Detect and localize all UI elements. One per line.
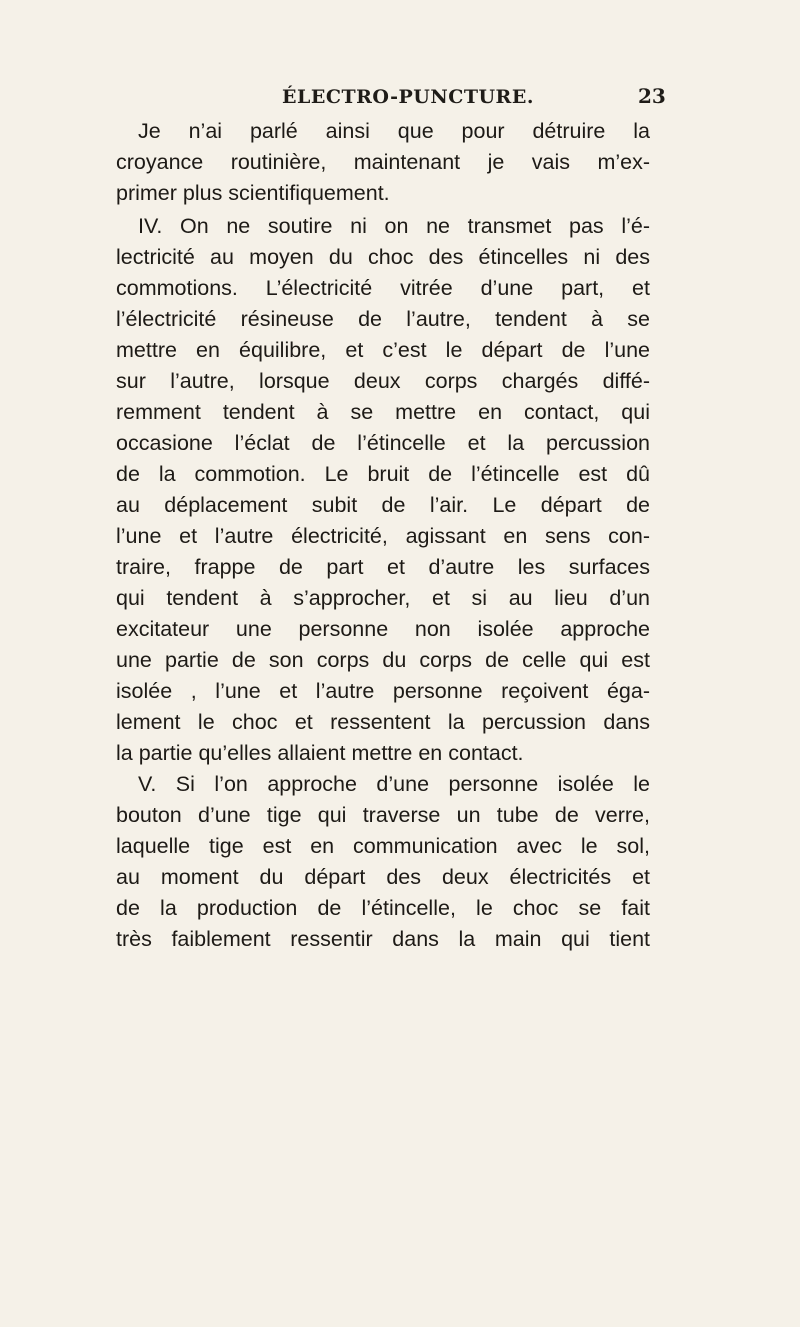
text-line: très faiblement ressentir dans la main qui tient [116, 927, 650, 951]
running-head: ÉLECTRO-PUNCTURE. [282, 86, 534, 108]
text-line: V. Si l’on approche d’une personne isolée le [138, 772, 650, 796]
text-line: primer plus scientifiquement. [116, 181, 390, 205]
text-line: de la commotion. Le bruit de l’étincelle est dû [116, 462, 650, 486]
text-line: la partie qu’elles allaient mettre en contact. [116, 741, 524, 765]
text-line: au moment du départ des deux électricités et [116, 865, 650, 889]
text-line: sur l’autre, lorsque deux corps chargés diffé- [116, 369, 650, 393]
text-line: Je n’ai parlé ainsi que pour détruire la [138, 119, 650, 143]
text-line: isolée , l’une et l’autre personne reçoivent éga- [116, 679, 650, 703]
page-number: 23 [638, 84, 666, 108]
text-line: l’électricité résineuse de l’autre, tendent à se [116, 307, 650, 331]
text-line: commotions. L’électricité vitrée d’une part, et [116, 276, 650, 300]
text-line: de la production de l’étincelle, le choc se fait [116, 896, 650, 920]
text-line: qui tendent à s’approcher, et si au lieu d’un [116, 586, 650, 610]
text-line: mettre en équilibre, et c’est le départ de l’une [116, 338, 650, 362]
text-line: remment tendent à se mettre en contact, qui [116, 400, 650, 424]
text-line: au déplacement subit de l’air. Le départ de [116, 493, 650, 517]
text-line: IV. On ne soutire ni on ne transmet pas l’é- [138, 214, 650, 238]
text-line: croyance routinière, maintenant je vais m’ex- [116, 150, 650, 174]
text-line: lement le choc et ressentent la percussion dans [116, 710, 650, 734]
text-line: excitateur une personne non isolée approche [116, 617, 650, 641]
text-line: bouton d’une tige qui traverse un tube de verre, [116, 803, 650, 827]
text-line: lectricité au moyen du choc des étincelles ni des [116, 245, 650, 269]
text-line: l’une et l’autre électricité, agissant en sens con- [116, 524, 650, 548]
text-line: occasione l’éclat de l’étincelle et la percussion [116, 431, 650, 455]
text-line: traire, frappe de part et d’autre les surfaces [116, 555, 650, 579]
text-line: une partie de son corps du corps de celle qui est [116, 648, 650, 672]
text-line: laquelle tige est en communication avec le sol, [116, 834, 650, 858]
